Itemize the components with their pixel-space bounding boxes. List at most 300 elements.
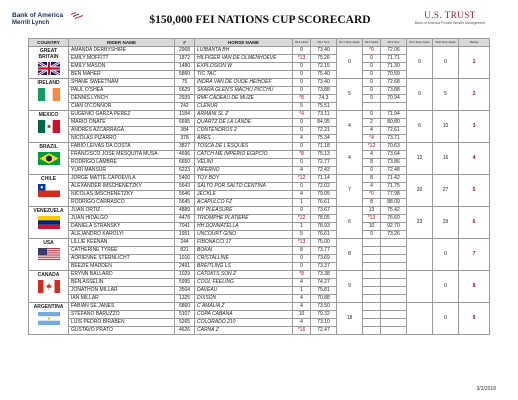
- r2-time: [381, 295, 407, 303]
- rider-number: 6860: [175, 303, 195, 311]
- r2-faults: [363, 287, 381, 295]
- r1-time: 73.40: [311, 47, 337, 55]
- r1-team-faults: 5: [337, 79, 363, 111]
- r1-time: 78.05: [311, 215, 337, 223]
- country-name: VENEZUELA: [33, 208, 64, 214]
- r1-time: 78.93: [311, 223, 337, 231]
- rider-number: 5645: [175, 199, 195, 207]
- r1-faults: 4: [293, 167, 311, 175]
- r2-time: [381, 103, 407, 111]
- r1-faults: *4: [293, 111, 311, 119]
- team-placing: 8: [459, 271, 490, 303]
- rider-name: BEN MAHER: [69, 71, 175, 79]
- horse-name: BOKAI: [195, 247, 293, 255]
- horse-name: MY PLEASURE: [195, 207, 293, 215]
- total-team-faults: 0: [433, 271, 459, 303]
- table-row: [29, 79, 490, 87]
- country-cell: [29, 239, 69, 271]
- horse-name: EXPLOSION W: [195, 63, 293, 71]
- team-placing: 5: [459, 175, 490, 207]
- rider-name: GUSTAVO PRATO: [69, 327, 175, 335]
- country-name: CHILE: [41, 176, 56, 182]
- r1-time: 75.00: [311, 239, 337, 247]
- horse-name: TRIOMPHE PLATIERE: [195, 215, 293, 223]
- r1-faults: 4: [293, 135, 311, 143]
- r2-faults: [363, 319, 381, 327]
- r2-team-faults: [407, 239, 433, 271]
- r2-time: 71.94: [381, 111, 407, 119]
- rider-name: LILLIE KEENAN: [69, 239, 175, 247]
- r2-team-faults: 23: [407, 207, 433, 239]
- horse-name: CATCH ME IMPERIO EGIPCIO: [195, 151, 293, 159]
- country-name: IRELAND: [37, 80, 60, 86]
- horse-name: TOSCA DE L'ESQUES: [195, 143, 293, 151]
- r1-time: 72.02: [311, 183, 337, 191]
- r1-time: 79.05: [311, 191, 337, 199]
- country-cell: [29, 303, 69, 335]
- table-header-row: [29, 39, 490, 47]
- table-row: [29, 47, 490, 55]
- table-row: [29, 271, 490, 279]
- country-cell: [29, 47, 69, 79]
- r1-faults: *16: [293, 327, 311, 335]
- col-r1-time: Rd 1 Time: [311, 39, 337, 47]
- r2-team-faults: 12: [407, 143, 433, 175]
- rider-name: FABIAN SE JANES: [69, 303, 175, 311]
- rider-number: 1872: [175, 55, 195, 63]
- rider-number: 4696: [175, 151, 195, 159]
- rider-name: JORGE MATTE CAPDEVILA: [69, 175, 175, 183]
- boa-logo-line2: Merrill Lynch: [12, 20, 50, 26]
- r2-faults: *13: [363, 215, 381, 223]
- r2-faults: [363, 279, 381, 287]
- country-name: BRAZIL: [39, 144, 58, 150]
- rider-number: 4889: [175, 207, 195, 215]
- horse-name: UNCOURT GINO: [195, 231, 293, 239]
- r2-team-faults: 0: [407, 79, 433, 111]
- r2-time: 72.68: [381, 79, 407, 87]
- r2-time: 73.64: [381, 151, 407, 159]
- footer-date: 3/3/2018: [476, 386, 496, 392]
- r2-time: 80.80: [381, 119, 407, 127]
- col-r2-time: Rd 2 Time: [381, 39, 407, 47]
- r1-faults: 4: [293, 319, 311, 327]
- scorecard-header: [0, 0, 518, 36]
- rider-name: FABIO LEIVAS DA COSTA: [69, 143, 175, 151]
- r2-faults: [363, 263, 381, 271]
- country-name: CANADA: [37, 272, 60, 278]
- r1-faults: 4: [293, 295, 311, 303]
- r1-time: 79.32: [311, 311, 337, 319]
- r2-faults: 10: [363, 223, 381, 231]
- r2-time: 76.60: [381, 215, 407, 223]
- rider-name: ALEXANDER IMSCHENETZKY: [69, 183, 175, 191]
- r1-faults: 4: [293, 279, 311, 287]
- country-cell: [29, 143, 69, 175]
- r2-faults: 0: [363, 231, 381, 239]
- r2-faults: 13: [363, 207, 381, 215]
- rider-number: 5646: [175, 191, 195, 199]
- r1-faults: 10: [293, 311, 311, 319]
- r2-time: 70.94: [381, 95, 407, 103]
- rider-name: SHANE SWEETNAM: [69, 79, 175, 87]
- table-row: [29, 175, 490, 183]
- rider-number: 378: [175, 135, 195, 143]
- table-row: [29, 111, 490, 119]
- ireland-flag-icon: [38, 88, 60, 101]
- r1-time: 74.27: [311, 279, 337, 287]
- rider-name: JUAN ORTIZ: [69, 207, 175, 215]
- team-placing: 7: [459, 239, 490, 271]
- r2-faults: *4: [363, 135, 381, 143]
- r2-time: 88.09: [381, 199, 407, 207]
- r1-faults: 0: [293, 63, 311, 71]
- r1-faults: 0: [293, 143, 311, 151]
- r2-faults: 0: [363, 167, 381, 175]
- rider-name: DANIELA STRANSKY: [69, 223, 175, 231]
- r2-faults: *0: [363, 191, 381, 199]
- horse-name: FIBONACCI 17: [195, 239, 293, 247]
- horse-name: DIXSON: [195, 295, 293, 303]
- r1-time: 74.3: [311, 95, 337, 103]
- r2-faults: [363, 247, 381, 255]
- r2-time: [381, 303, 407, 311]
- r2-time: 71.30: [381, 63, 407, 71]
- rider-number: 1029: [175, 271, 195, 279]
- rider-number: 5643: [175, 183, 195, 191]
- total-team-faults: 10: [433, 111, 459, 143]
- r2-faults: 8: [363, 159, 381, 167]
- rider-number: 5860: [175, 71, 195, 79]
- r2-faults: 0: [363, 111, 381, 119]
- r2-team-faults: 0: [407, 47, 433, 79]
- rider-number: 1480: [175, 63, 195, 71]
- r1-time: 71.14: [311, 175, 337, 183]
- r1-faults: *12: [293, 215, 311, 223]
- r1-team-faults: 8: [337, 239, 363, 271]
- r1-faults: *8: [293, 151, 311, 159]
- col-num: #: [175, 39, 195, 47]
- r1-time: 76.61: [311, 231, 337, 239]
- rider-number: 6223: [175, 167, 195, 175]
- rider-name: EMILY MOFFITT: [69, 55, 175, 63]
- r2-time: [381, 247, 407, 255]
- r2-faults: [363, 327, 381, 335]
- team-placing: 6: [459, 207, 490, 239]
- brazil-flag-icon: [38, 152, 60, 165]
- rider-name: NICOLAS PIZARRO: [69, 135, 175, 143]
- r2-time: [381, 255, 407, 263]
- total-team-faults: 27: [433, 175, 459, 207]
- rider-name: LUIS PEDRO BIRABEN: [69, 319, 175, 327]
- country-name: ARGENTINA: [33, 304, 64, 310]
- horse-name: COLORADO 210: [195, 319, 293, 327]
- team-placing: 2: [459, 79, 490, 111]
- r1-time: 75.51: [311, 103, 337, 111]
- horse-name: CONTENDROS 2: [195, 127, 293, 135]
- r1-team-faults: 4: [337, 143, 363, 175]
- r1-time: 72.21: [311, 127, 337, 135]
- r2-time: 73.86: [381, 159, 407, 167]
- r1-time: 70.88: [311, 295, 337, 303]
- col-r2-faults: Rd 2 Faults: [363, 39, 381, 47]
- bank-of-america-logo: [12, 12, 98, 30]
- table-row: [29, 303, 490, 311]
- r1-faults: 5: [293, 231, 311, 239]
- rider-number: 1325: [175, 295, 195, 303]
- country-cell: [29, 111, 69, 143]
- col-rider: RIDER NAME: [69, 39, 175, 47]
- r2-time: 71.75: [381, 183, 407, 191]
- horse-name: ACAPULCO FZ: [195, 199, 293, 207]
- horse-name: TIC TAC: [195, 71, 293, 79]
- r1-team-faults: 0: [337, 47, 363, 79]
- r1-faults: 0: [293, 255, 311, 263]
- r1-team-faults: 4: [337, 111, 363, 143]
- r2-time: [381, 271, 407, 279]
- table-row: [29, 207, 490, 215]
- col-place: Placing: [459, 39, 490, 47]
- rider-name: JUAN HIDALGO: [69, 215, 175, 223]
- r1-time: 73.50: [311, 303, 337, 311]
- rider-number: 6650: [175, 159, 195, 167]
- r2-time: [381, 327, 407, 335]
- total-team-faults: 16: [433, 143, 459, 175]
- r1-faults: 1: [293, 199, 311, 207]
- team-placing: 4: [459, 143, 490, 175]
- r1-faults: 5: [293, 103, 311, 111]
- rider-name: JONATHON MILLAR: [69, 287, 175, 295]
- rider-name: RODRIGO CARRASCO: [69, 199, 175, 207]
- r1-faults: 0: [293, 71, 311, 79]
- r1-team-faults: 7: [337, 175, 363, 207]
- horse-name: C AMALIA Z: [195, 303, 293, 311]
- r2-faults: [363, 103, 381, 111]
- r2-faults: *12: [363, 143, 381, 151]
- rider-name: NICOLAS IMSCHENETZKY: [69, 191, 175, 199]
- r1-faults: *13: [293, 239, 311, 247]
- r2-time: 72.61: [381, 127, 407, 135]
- rider-number: 5629: [175, 87, 195, 95]
- horse-name: TOY BOY: [195, 175, 293, 183]
- r2-time: [381, 287, 407, 295]
- r2-time: 70.59: [381, 71, 407, 79]
- rider-name: CATHERINE TYREE: [69, 247, 175, 255]
- country-cell: [29, 79, 69, 111]
- col-country: COUNTRY: [29, 39, 69, 47]
- r2-faults: [363, 255, 381, 263]
- r2-team-faults: 20: [407, 175, 433, 207]
- r2-time: [381, 311, 407, 319]
- horse-name: SALTO POR SALTO CENTINA: [195, 183, 293, 191]
- horse-name: INFERNO: [195, 167, 293, 175]
- col-r2-team: Rd 2 Team Faults: [407, 39, 433, 47]
- country-cell: [29, 271, 69, 303]
- r2-faults: [363, 239, 381, 247]
- r2-faults: 0: [363, 63, 381, 71]
- table-row: [29, 143, 490, 151]
- r2-faults: 2: [363, 119, 381, 127]
- r2-time: [381, 319, 407, 327]
- r2-time: 72.48: [381, 167, 407, 175]
- usa-flag-icon: [38, 248, 60, 261]
- horse-name: CRISTALLINE: [195, 255, 293, 263]
- r2-faults: [363, 311, 381, 319]
- r1-faults: 0: [293, 119, 311, 127]
- r2-faults: 4: [363, 183, 381, 191]
- total-team-faults: 0: [433, 303, 459, 335]
- horse-name: CARNA Z: [195, 327, 293, 335]
- team-placing: 1: [459, 47, 490, 79]
- col-r1-team: Rd 1 Team Faults: [337, 39, 363, 47]
- rider-number: 1951: [175, 231, 195, 239]
- r1-time: 73.69: [311, 255, 337, 263]
- horse-name: JECKLE: [195, 191, 293, 199]
- r2-time: 72.06: [381, 47, 407, 55]
- r2-time: 73.88: [381, 87, 407, 95]
- r2-faults: 0: [363, 95, 381, 103]
- col-r1-faults: Rd 1 Faults: [293, 39, 311, 47]
- horse-name: DAVEAU: [195, 287, 293, 295]
- r1-team-faults: 18: [337, 303, 363, 335]
- team-placing: 3: [459, 111, 490, 143]
- canada-flag-icon: [38, 280, 60, 293]
- rider-name: EUGENIO GARZA PEREZ: [69, 111, 175, 119]
- r2-faults: 8: [363, 175, 381, 183]
- horse-name: ARES: [195, 135, 293, 143]
- r1-time: 75.26: [311, 55, 337, 63]
- table-body: [29, 47, 490, 335]
- horse-name: LUIBANTA BH: [195, 47, 293, 55]
- rider-name: BEEZIE MADDEN: [69, 263, 175, 271]
- r1-faults: 4: [293, 303, 311, 311]
- rider-number: 821: [175, 247, 195, 255]
- us-trust-wordmark: U.S. TRUST: [424, 10, 476, 20]
- r1-time: 72.77: [311, 159, 337, 167]
- r2-time: 73.26: [381, 231, 407, 239]
- r1-faults: 0: [293, 127, 311, 135]
- horse-name: COOL FEELING: [195, 279, 293, 287]
- r2-faults: 0: [363, 87, 381, 95]
- r1-time: 73.88: [311, 87, 337, 95]
- rider-name: ERYNN BALLARD: [69, 271, 175, 279]
- col-horse: HORSE NAME: [195, 39, 293, 47]
- horse-name: ARMANI SL Z: [195, 111, 293, 119]
- r1-faults: 1: [293, 287, 311, 295]
- r2-time: 70.63: [381, 143, 407, 151]
- rider-number: 244: [175, 239, 195, 247]
- argentina-flag-icon: [38, 312, 60, 325]
- r1-faults: *12: [293, 175, 311, 183]
- rider-number: 2968: [175, 47, 195, 55]
- r2-time: [381, 239, 407, 247]
- r1-faults: 0: [293, 47, 311, 55]
- rider-number: 2939: [175, 95, 195, 103]
- r1-faults: 0: [293, 263, 311, 271]
- col-total: Total Team Faults: [433, 39, 459, 47]
- rider-number: 3827: [175, 143, 195, 151]
- country-name: USA: [43, 240, 54, 246]
- total-team-faults: 5: [433, 79, 459, 111]
- r2-faults: 0: [363, 71, 381, 79]
- r2-faults: 4: [363, 151, 381, 159]
- r2-faults: 0: [363, 79, 381, 87]
- rider-number: 6695: [175, 119, 195, 127]
- rider-number: 75: [175, 79, 195, 87]
- horse-name: RMF CADEAU DE MUZE: [195, 95, 293, 103]
- country-cell: [29, 207, 69, 239]
- r2-time: 77.98: [381, 191, 407, 199]
- r1-faults: 0: [293, 87, 311, 95]
- country-cell: [29, 175, 69, 207]
- r2-time: 71.42: [381, 175, 407, 183]
- country-name: MEXICO: [38, 112, 59, 118]
- us-trust-logo: [392, 10, 508, 25]
- horse-name: SKARA GLEN'S MACHU PICCHU: [195, 87, 293, 95]
- r1-time: 73.11: [311, 111, 337, 119]
- r1-time: 73.77: [311, 247, 337, 255]
- rider-name: ALEJANDRO KAROLYI: [69, 231, 175, 239]
- total-team-faults: 29: [433, 207, 459, 239]
- r2-team-faults: [407, 303, 433, 335]
- r1-time: 75.13: [311, 151, 337, 159]
- rider-number: 5107: [175, 311, 195, 319]
- country-name: GREAT BRITAIN: [38, 48, 59, 60]
- page-title: $150,000 FEI NATIONS CUP SCORECARD: [149, 14, 371, 26]
- r1-time: 75.40: [311, 71, 337, 79]
- rider-name: MARIO ONATE: [69, 119, 175, 127]
- r1-time: 72.15: [311, 63, 337, 71]
- r2-time: 71.71: [381, 55, 407, 63]
- horse-name: HILFIGER VAN DE OLMENHOEVE: [195, 55, 293, 63]
- mexico-flag-icon: [38, 120, 60, 133]
- r1-faults: *13: [293, 55, 311, 63]
- r1-faults: 1: [293, 223, 311, 231]
- rider-number: 5995: [175, 279, 195, 287]
- chile-flag-icon: [38, 184, 60, 197]
- scorecard-table: [28, 38, 490, 335]
- r1-faults: 0: [293, 183, 311, 191]
- rider-number: 5265: [175, 319, 195, 327]
- r1-team-faults: 6: [337, 207, 363, 239]
- r1-time: 75.34: [311, 135, 337, 143]
- r2-time: [381, 279, 407, 287]
- horse-name: INDRA VAN DE OUDE HEIHOEF: [195, 79, 293, 87]
- rider-name: CIAN O'CONNOR: [69, 103, 175, 111]
- r2-faults: [363, 271, 381, 279]
- r1-team-faults: 9: [337, 271, 363, 303]
- r2-faults: 4: [363, 127, 381, 135]
- r1-time: 73.67: [311, 207, 337, 215]
- r1-time: 73.38: [311, 271, 337, 279]
- horse-name: CLENUR: [195, 103, 293, 111]
- boa-logo-line1: Bank of America: [12, 12, 64, 19]
- team-placing: 9: [459, 303, 490, 335]
- horse-name: CATOKI'S SON Z: [195, 271, 293, 279]
- rider-number: 4626: [175, 327, 195, 335]
- r2-time: 73.71: [381, 135, 407, 143]
- rider-name: ANDRES AZCARRAGA: [69, 127, 175, 135]
- r1-time: 72.43: [311, 167, 337, 175]
- venezuela-flag-icon: [38, 216, 60, 229]
- rider-name: DENNIS LYNCH: [69, 95, 175, 103]
- r2-faults: 0: [363, 55, 381, 63]
- total-team-faults: 0: [433, 239, 459, 271]
- r1-faults: 0: [293, 79, 311, 87]
- horse-name: VELINI: [195, 159, 293, 167]
- total-team-faults: 0: [433, 47, 459, 79]
- rider-number: 7041: [175, 223, 195, 231]
